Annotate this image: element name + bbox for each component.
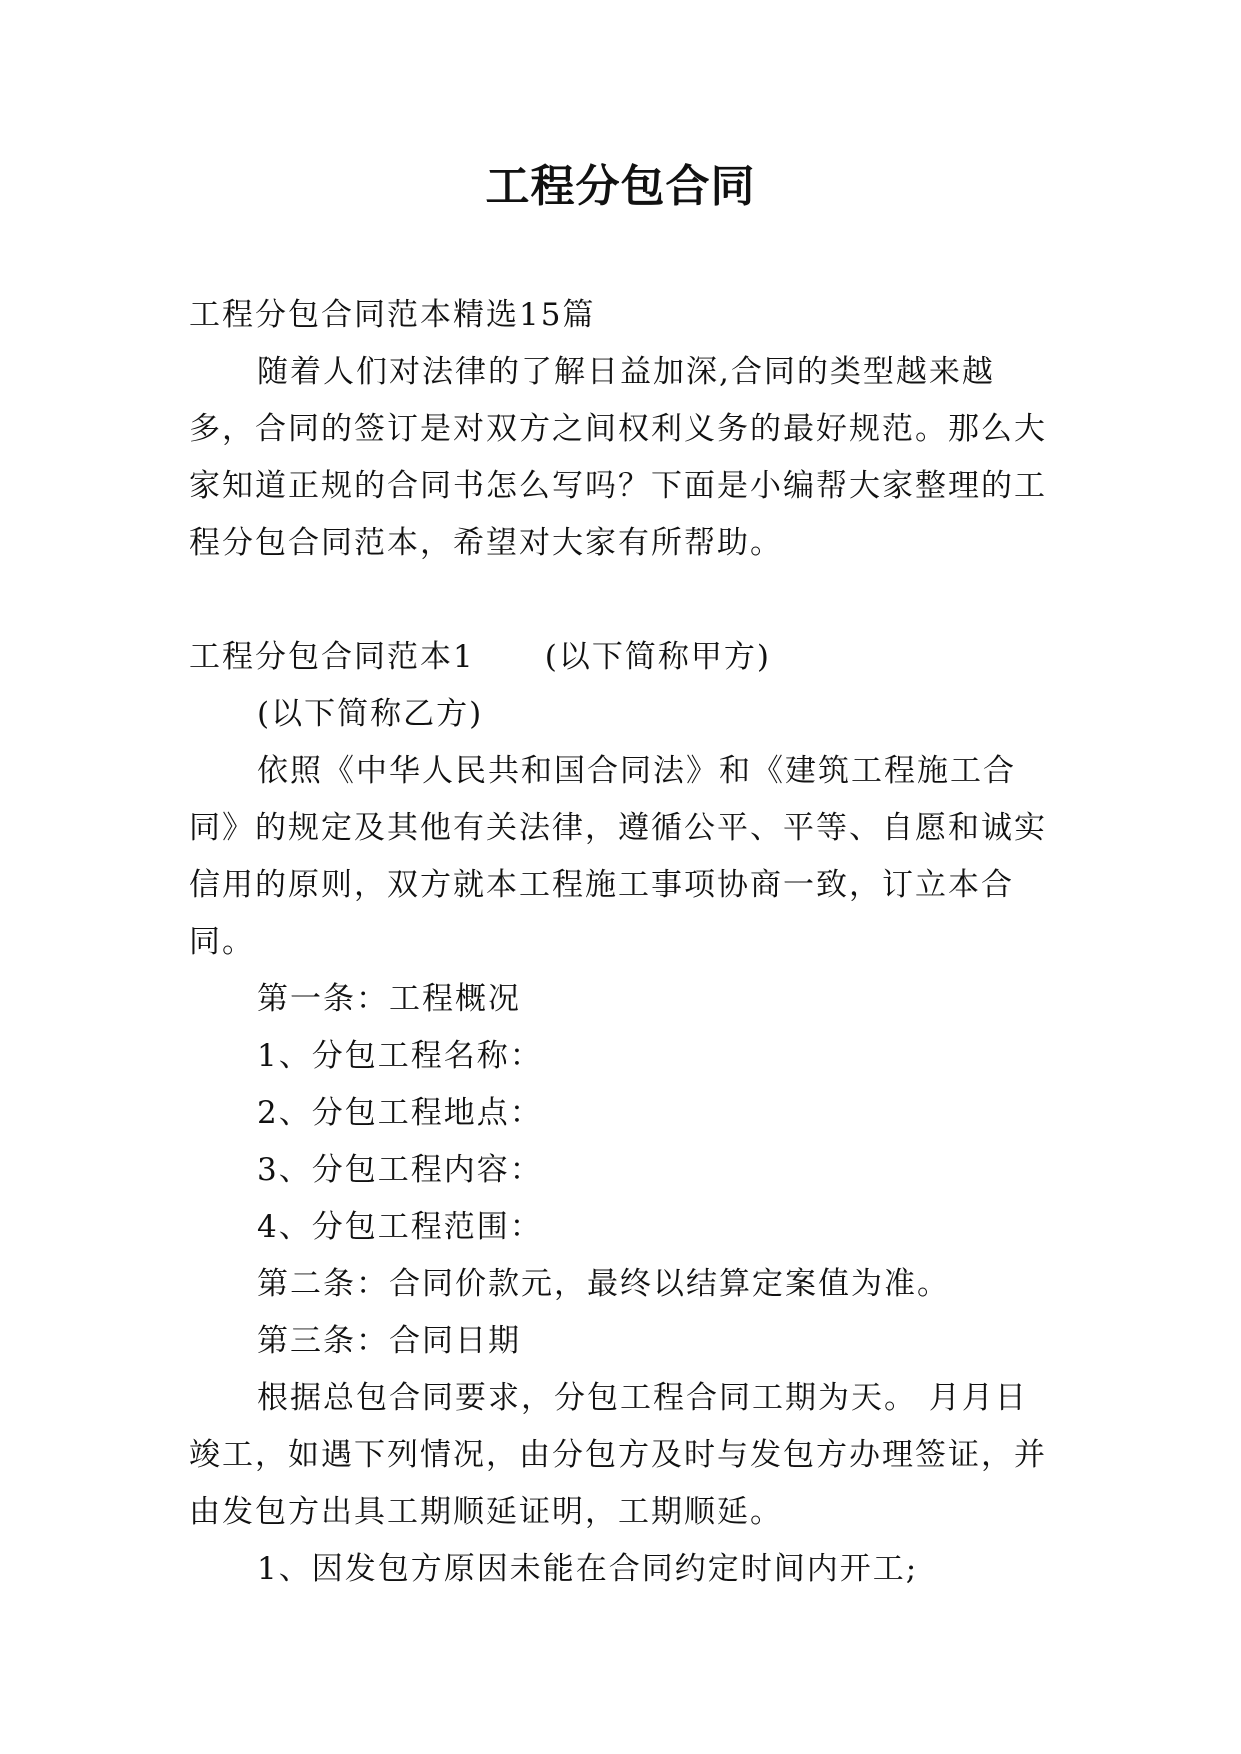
article-1-item: 1、分包工程名称：	[257, 1038, 543, 1074]
article-1-item: 4、分包工程范围：	[257, 1209, 543, 1245]
article-3-title: 第三条：合同日期	[257, 1323, 521, 1359]
article-3-paragraph: 根据总包合同要求，分包工程合同工期为天。 月月日竣工，如遇下列情况，由分包方及时与发包方办理签证，并由发包方出具工期顺延证明，工期顺延。	[189, 1380, 1047, 1530]
article-1-item: 2、分包工程地点：	[257, 1095, 543, 1131]
intro-paragraph: 随着人们对法律的了解日益加深,合同的类型越来越多，合同的签订是对双方之间权利义务的最好规范。那么大家知道正规的合同书怎么写吗？下面是小编帮大家整理的工程分包合同范本，希望对大家有所帮助。	[189, 354, 1047, 561]
article-3-item: 1、因发包方原因未能在合同约定时间内开工;	[257, 1551, 919, 1587]
party-a: (以下简称甲方)	[544, 639, 771, 675]
section-heading-line	[189, 629, 1054, 686]
document-title: 工程分包合同	[485, 161, 756, 212]
basis-paragraph: 依照《中华人民共和国合同法》和《建筑工程施工合同》的规定及其他有关法律，遵循公平、平等、自愿和诚实信用的原则，双方就本工程施工事项协商一致，订立本合同。	[189, 753, 1047, 960]
article-1-title: 第一条：工程概况	[257, 981, 521, 1017]
document-body	[189, 287, 1054, 1598]
article-1-item: 3、分包工程内容：	[257, 1152, 543, 1188]
article-2: 第二条：合同价款元，最终以结算定案值为准。	[257, 1266, 950, 1302]
section-heading: 工程分包合同范本1	[189, 639, 475, 675]
paragraph-spacer	[189, 572, 1054, 629]
party-b: (以下简称乙方)	[257, 696, 484, 732]
subtitle: 工程分包合同范本精选15篇	[189, 297, 596, 333]
